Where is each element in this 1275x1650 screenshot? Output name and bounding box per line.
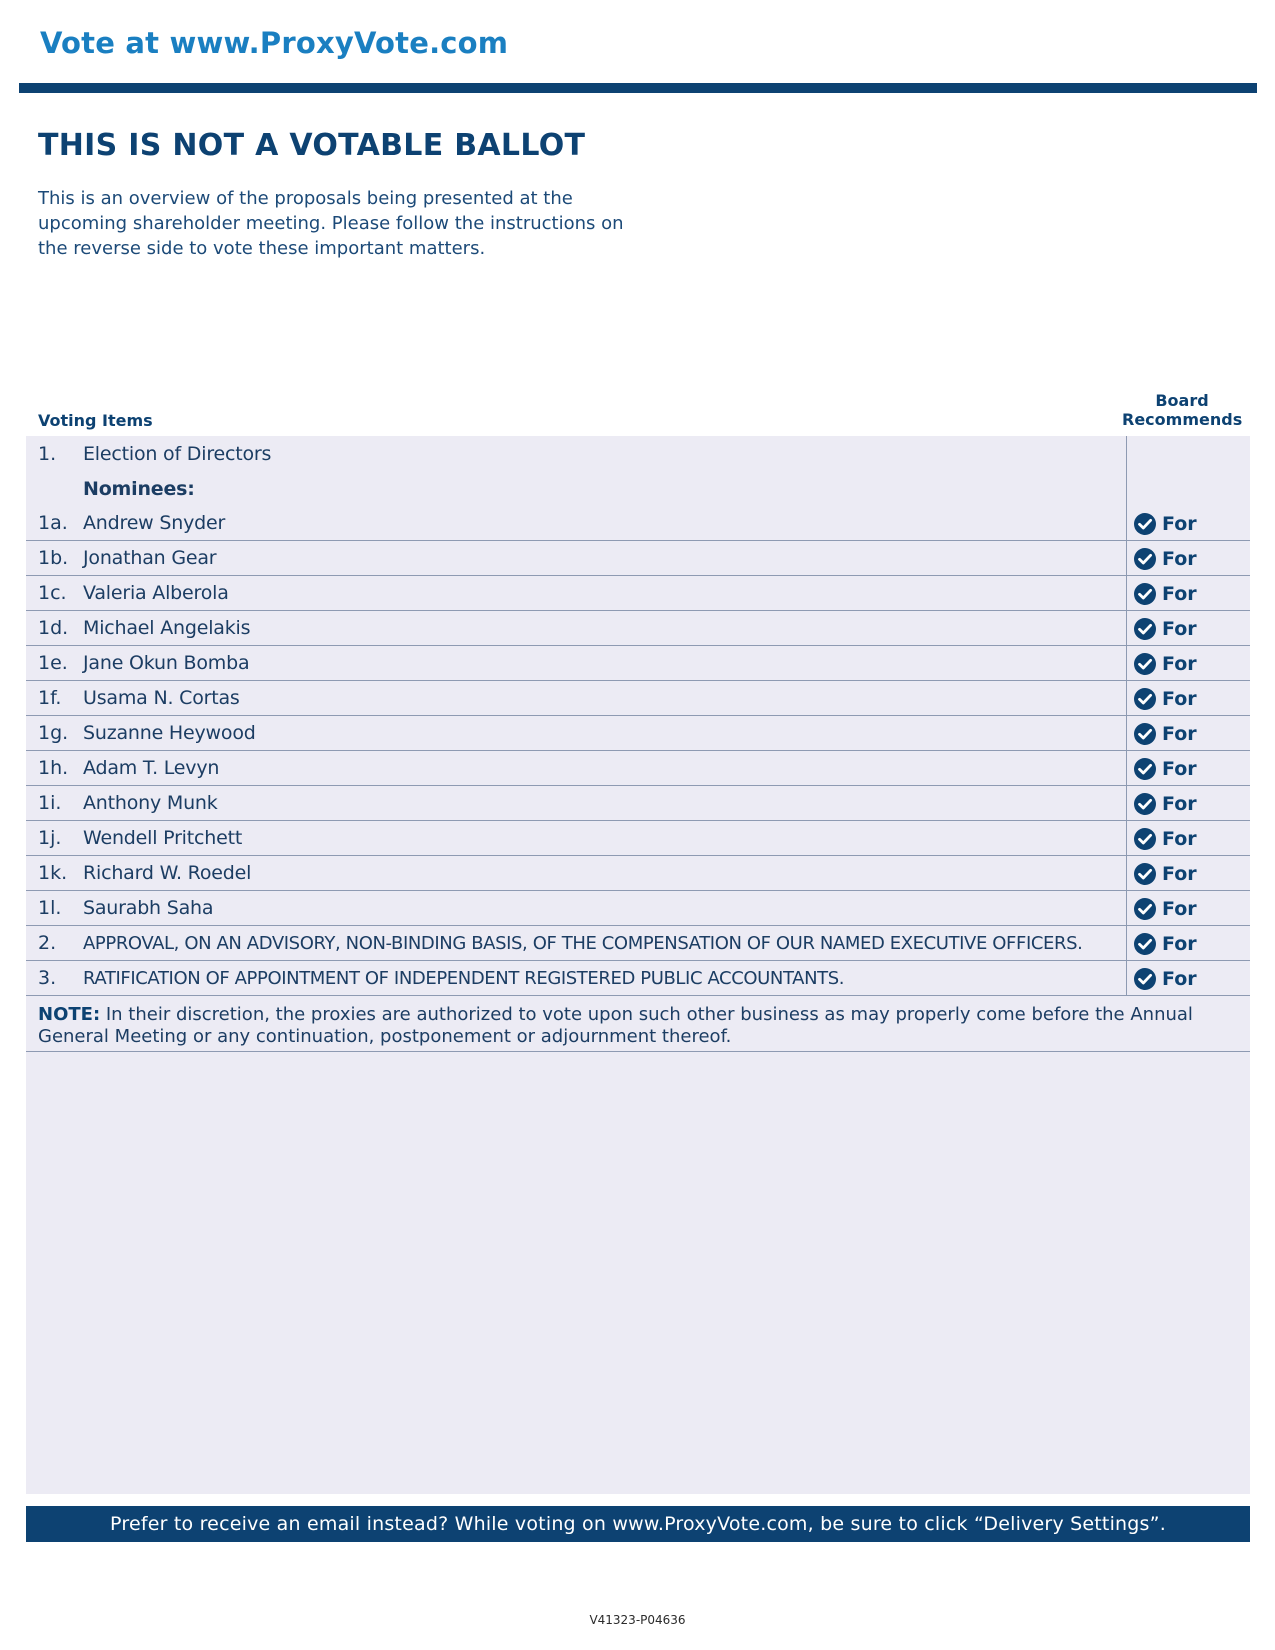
item-number: 1e. — [38, 652, 68, 674]
board-recommendation — [1126, 471, 1250, 506]
item-label: Richard W. Roedel — [83, 862, 252, 884]
board-recommendation — [1126, 891, 1250, 926]
board-recommendation — [1126, 926, 1250, 961]
recommendation-text: For — [1162, 757, 1197, 780]
voting-item-row — [26, 751, 1250, 786]
item-label: Usama N. Cortas — [83, 687, 240, 709]
recommendation-text: For — [1162, 967, 1197, 990]
recommendation-text: For — [1162, 652, 1197, 675]
recommendation-text: For — [1162, 582, 1197, 605]
board-recommendation — [1126, 646, 1250, 681]
recommendation-text: For — [1162, 862, 1197, 885]
proxy-note — [26, 996, 1250, 1052]
check-circle-icon — [1133, 932, 1157, 956]
voting-item-row — [26, 786, 1250, 821]
document-code: V41323-P04636 — [589, 1613, 686, 1627]
check-circle-icon — [1133, 512, 1157, 536]
voting-item-row — [26, 471, 1250, 506]
item-label: Nominees: — [83, 477, 195, 500]
voting-item-row — [26, 576, 1250, 611]
voting-item-row — [26, 821, 1250, 856]
recommendation-text: For — [1162, 722, 1197, 745]
note-text: In their discretion, the proxies are authorized to vote upon such other business as may properly come before the Annual General Meeting or any continuation, postponement or adjournment thereof. — [38, 1004, 1193, 1047]
board-recommendation — [1126, 506, 1250, 541]
recommendation-text: For — [1162, 547, 1197, 570]
page-title: THIS IS NOT A VOTABLE BALLOT — [38, 128, 586, 163]
item-label: Andrew Snyder — [83, 512, 226, 534]
voting-item-row — [26, 541, 1250, 576]
board-recommendation — [1126, 786, 1250, 821]
item-number: 1k. — [38, 862, 68, 884]
item-number: 1j. — [38, 827, 62, 849]
recommendation-text: For — [1162, 687, 1197, 710]
item-label: Election of Directors — [83, 442, 272, 465]
check-circle-icon — [1133, 582, 1157, 606]
board-header-line2: Recommends — [1122, 410, 1243, 429]
voting-item-row — [26, 611, 1250, 646]
voting-item-row — [26, 436, 1250, 471]
voting-item-row — [26, 506, 1250, 541]
board-header-line1: Board — [1155, 391, 1209, 410]
item-label: Michael Angelakis — [83, 617, 251, 639]
voting-item-row — [26, 681, 1250, 716]
item-number: 1. — [38, 442, 57, 465]
check-circle-icon — [1133, 687, 1157, 711]
voting-item-row — [26, 646, 1250, 681]
item-label: Anthony Munk — [83, 792, 218, 814]
recommendation-text: For — [1162, 512, 1197, 535]
item-label: Saurabh Saha — [83, 897, 214, 919]
column-header-voting-items: Voting Items — [38, 411, 153, 430]
delivery-settings-banner: Prefer to receive an email instead? While voting on www.ProxyVote.com, be sure to click “Delivery Settings”. — [26, 1506, 1250, 1542]
item-label: Jonathan Gear — [83, 547, 217, 569]
voting-item-row — [26, 926, 1250, 961]
item-label: Adam T. Levyn — [83, 757, 220, 779]
check-circle-icon — [1133, 757, 1157, 781]
header-divider — [19, 83, 1257, 93]
check-circle-icon — [1133, 547, 1157, 571]
item-number: 2. — [38, 932, 57, 954]
board-recommendation — [1126, 821, 1250, 856]
recommendation-text: For — [1162, 932, 1197, 955]
voting-item-row — [26, 716, 1250, 751]
board-recommendation — [1126, 576, 1250, 611]
item-number: 3. — [38, 967, 57, 989]
check-circle-icon — [1133, 967, 1157, 991]
column-header-board-recommends — [1122, 391, 1242, 429]
voting-item-row — [26, 891, 1250, 926]
note-label: NOTE: — [38, 1004, 101, 1025]
board-recommendation — [1126, 751, 1250, 786]
check-circle-icon — [1133, 897, 1157, 921]
board-recommendation — [1126, 961, 1250, 996]
item-number: 1a. — [38, 512, 68, 534]
item-label: Valeria Alberola — [83, 582, 229, 604]
board-recommendation — [1126, 681, 1250, 716]
check-circle-icon — [1133, 652, 1157, 676]
item-number: 1l. — [38, 897, 62, 919]
recommendation-text: For — [1162, 617, 1197, 640]
board-recommendation — [1126, 541, 1250, 576]
item-label: Suzanne Heywood — [83, 722, 256, 744]
item-label: RATIFICATION OF APPOINTMENT OF INDEPENDENT REGISTERED PUBLIC ACCOUNTANTS. — [83, 967, 845, 989]
item-number: 1i. — [38, 792, 62, 814]
proxyvote-header-link: Vote at www.ProxyVote.com — [40, 26, 509, 60]
item-label: Wendell Pritchett — [83, 827, 243, 849]
voting-item-row — [26, 856, 1250, 891]
recommendation-text: For — [1162, 827, 1197, 850]
check-circle-icon — [1133, 792, 1157, 816]
item-label: Jane Okun Bomba — [83, 652, 250, 674]
item-number: 1h. — [38, 757, 69, 779]
check-circle-icon — [1133, 827, 1157, 851]
voting-item-row — [26, 961, 1250, 996]
recommendation-text: For — [1162, 792, 1197, 815]
board-recommendation — [1126, 856, 1250, 891]
check-circle-icon — [1133, 722, 1157, 746]
check-circle-icon — [1133, 862, 1157, 886]
board-recommendation — [1126, 716, 1250, 751]
item-number: 1b. — [38, 547, 69, 569]
item-number: 1g. — [38, 722, 69, 744]
recommendation-text: For — [1162, 897, 1197, 920]
check-circle-icon — [1133, 617, 1157, 641]
item-number: 1d. — [38, 617, 69, 639]
board-recommendation — [1126, 436, 1250, 471]
voting-items-table — [26, 436, 1250, 1052]
intro-text: This is an overview of the proposals being presented at the upcoming shareholder meeting. Please follow the instructions on the reverse side to vote these important matters. — [38, 188, 624, 259]
board-recommendation — [1126, 611, 1250, 646]
item-number: 1c. — [38, 582, 67, 604]
item-label: APPROVAL, ON AN ADVISORY, NON-BINDING BASIS, OF THE COMPENSATION OF OUR NAMED EXECUTIVE OFFICERS. — [83, 932, 1083, 954]
item-number: 1f. — [38, 687, 62, 709]
